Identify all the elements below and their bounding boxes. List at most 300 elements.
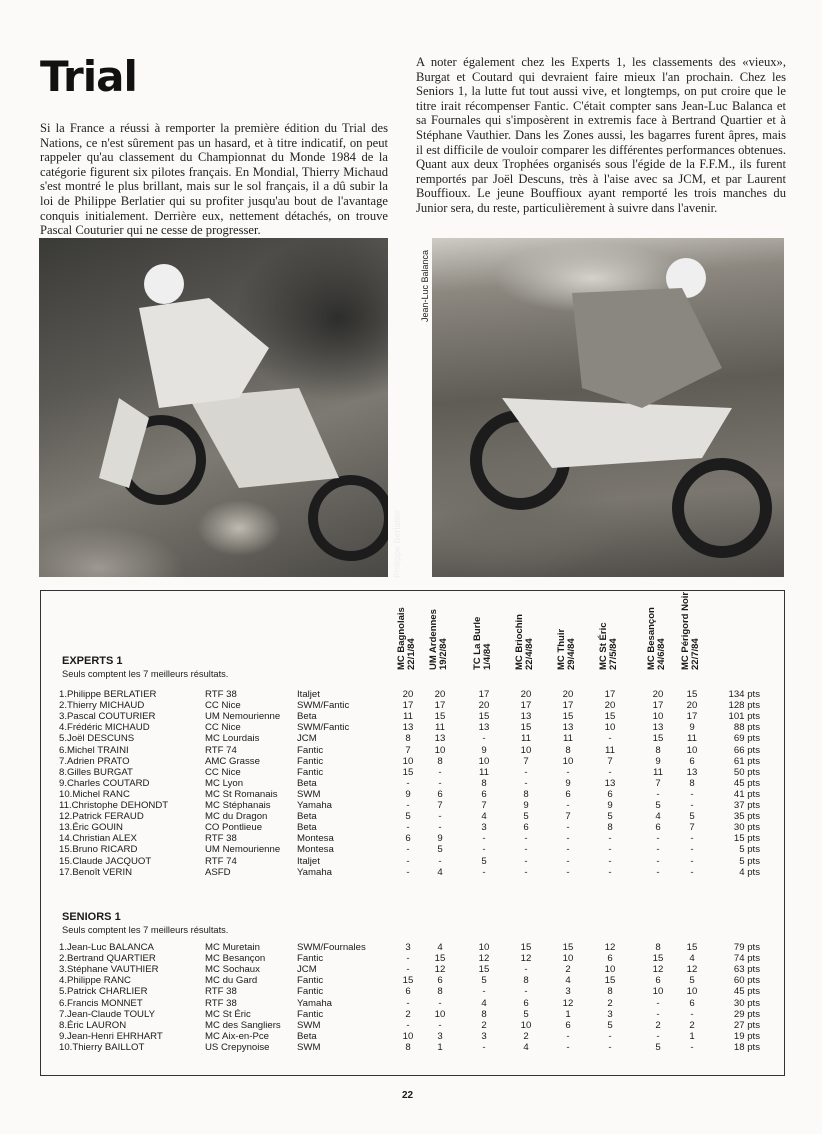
round-score: 6 <box>405 986 411 998</box>
round-score: 6 <box>437 975 443 987</box>
round-score: 20 <box>686 700 698 712</box>
intro-paragraph <box>40 121 388 238</box>
round-score: 10 <box>402 1030 414 1042</box>
table-row <box>41 811 784 822</box>
table-row <box>41 767 784 778</box>
round-score: 15 <box>434 953 446 965</box>
round-score: 17 <box>686 711 698 723</box>
round-score: - <box>406 800 410 811</box>
rider-name: 6.Michel TRAINI <box>59 744 129 756</box>
round-score: 20 <box>652 689 664 700</box>
round-score: 15 <box>478 964 490 976</box>
round-score: 6 <box>437 788 443 800</box>
round-score: - <box>482 833 486 845</box>
table-row <box>41 986 784 997</box>
round-score: 4 <box>437 942 443 953</box>
rider-motorcycle: SWM <box>297 788 321 800</box>
rider-motorcycle: Beta <box>297 711 317 723</box>
event-header <box>681 592 701 670</box>
round-score: 10 <box>686 986 698 998</box>
round-score: - <box>524 844 528 856</box>
rider-name: 15.Claude JACQUOT <box>59 855 152 867</box>
round-score: - <box>566 1030 570 1042</box>
right-column-paragraph: A noter également chez les Experts 1, les classements des «vieux», Burgat et Coutard qui devraient faire mieux l'an prochain. Chez les Seniors 1, la lutte fut tout aussi vive, et longtemps, on put croire que le titre irait récompenser Fantic. C'était compter sans Jean-Luc Balanca et sa Fournales qui s'imposèrent in extremis face à Bertrand Quartier et à Stéphane Vauthier. Dans les Zones aussi, les bagarres furent âpres, mais il est difficile de vouloir comparer les différentes performances obtenues. Quant aux deux Trophées organisés sous l'égide de la F.F.M., ils furent remportés par Joël Descuns, très à l'aise avec sa JCM, et par Laurent Bouffioux. Le jeune Bouffioux ayant remporté les trois manches du Junior sera, du reste, particulièrement à suivre dans l'avenir. <box>416 55 786 215</box>
event-date: 19/2/84 <box>438 638 449 670</box>
table-row <box>41 756 784 767</box>
round-score: 15 <box>402 766 414 778</box>
rider-motorcycle: Fantic <box>297 755 324 767</box>
total-points: 45 pts <box>733 986 760 998</box>
round-score: 7 <box>689 822 695 834</box>
round-score: - <box>608 844 612 856</box>
rider-motorcycle: Fantic <box>297 975 324 987</box>
rider-club: MC Muretain <box>205 942 260 953</box>
total-points: 29 pts <box>733 1008 760 1020</box>
round-score: 17 <box>562 700 574 712</box>
rider-name: 3.Stéphane VAUTHIER <box>59 964 159 976</box>
rider-club: RTF 74 <box>205 744 237 756</box>
table-row <box>41 975 784 986</box>
round-score: - <box>438 766 442 778</box>
rider-motorcycle: Montesa <box>297 833 334 845</box>
total-points: 128 pts <box>728 700 760 712</box>
round-score: 15 <box>434 711 446 723</box>
round-score: - <box>608 833 612 845</box>
total-points: 41 pts <box>733 788 760 800</box>
rider-name: 8.Gilles BURGAT <box>59 766 133 778</box>
rider-club: MC Stéphanais <box>205 800 271 811</box>
round-score: 4 <box>565 975 571 987</box>
rider-club: AMC Grasse <box>205 755 260 767</box>
event-date: 1/4/84 <box>482 643 493 670</box>
event-header <box>599 622 619 670</box>
round-score: 15 <box>652 953 664 965</box>
round-score: - <box>656 1030 660 1042</box>
round-score: 15 <box>686 689 698 700</box>
event-header <box>473 617 493 670</box>
rider-motorcycle: Montesa <box>297 844 334 856</box>
round-score: 3 <box>565 986 571 998</box>
rider-club: RTF 38 <box>205 689 237 700</box>
rider-name: 7.Jean-Claude TOULY <box>59 1008 155 1020</box>
round-score: 5 <box>437 844 443 856</box>
table-row <box>41 856 784 867</box>
rider-motorcycle: Fantic <box>297 986 324 998</box>
round-score: - <box>690 800 694 811</box>
photo-credit-left: Philippe Berlatier <box>392 509 402 578</box>
total-points: 50 pts <box>733 766 760 778</box>
round-score: - <box>406 777 410 789</box>
round-score: 9 <box>481 744 487 756</box>
total-points: 60 pts <box>733 975 760 987</box>
rider-club: MC du Dragon <box>205 811 268 823</box>
round-score: 1 <box>689 1030 695 1042</box>
round-score: 10 <box>402 755 414 767</box>
round-score: 11 <box>563 733 573 745</box>
round-score: - <box>608 766 612 778</box>
rider-name: 3.Pascal COUTURIER <box>59 711 156 723</box>
round-score: - <box>438 997 442 1009</box>
total-points: 74 pts <box>733 953 760 965</box>
rider-name: 1.Philippe BERLATIER <box>59 689 157 700</box>
round-score: - <box>406 997 410 1009</box>
round-score: 8 <box>655 942 661 953</box>
event-header <box>397 607 417 670</box>
rider-motorcycle: Yamaha <box>297 866 333 878</box>
round-score: 2 <box>481 1019 487 1031</box>
round-score: 1 <box>437 1041 443 1053</box>
round-score: 5 <box>655 1041 661 1053</box>
event-date: 22/1/84 <box>406 638 417 670</box>
round-score: - <box>656 833 660 845</box>
table-row <box>41 722 784 733</box>
rider-illustration-right <box>432 238 784 577</box>
round-score: 8 <box>523 788 529 800</box>
round-score: - <box>406 822 410 834</box>
round-score: 13 <box>562 722 574 734</box>
round-score: 5 <box>607 1019 613 1031</box>
round-score: 17 <box>652 700 664 712</box>
round-score: 20 <box>562 689 574 700</box>
round-score: - <box>656 844 660 856</box>
rider-club: RTF 38 <box>205 997 237 1009</box>
round-score: 10 <box>520 1019 532 1031</box>
total-points: 5 pts <box>739 844 760 856</box>
round-score: 10 <box>562 953 574 965</box>
total-points: 66 pts <box>733 744 760 756</box>
round-score: 9 <box>607 800 613 811</box>
round-score: 5 <box>481 975 487 987</box>
round-score: - <box>608 1030 612 1042</box>
round-score: 10 <box>478 942 490 953</box>
round-score: 12 <box>434 964 446 976</box>
round-score: 9 <box>565 777 571 789</box>
rider-club: US Crepynoise <box>205 1041 270 1053</box>
event-club: MC Périgord Noir <box>680 591 691 670</box>
table-row <box>41 1042 784 1053</box>
round-score: - <box>690 1008 694 1020</box>
results-table <box>40 590 785 1076</box>
rider-name: 17.Benoît VERIN <box>59 866 133 878</box>
round-score: 2 <box>607 997 613 1009</box>
round-score: - <box>438 1019 442 1031</box>
event-header <box>647 607 667 670</box>
total-points: 18 pts <box>733 1041 760 1053</box>
round-score: - <box>690 855 694 867</box>
round-score: - <box>608 733 612 745</box>
table-row <box>41 778 784 789</box>
round-score: 10 <box>652 986 664 998</box>
round-score: 13 <box>686 766 698 778</box>
rider-motorcycle: Yamaha <box>297 800 333 811</box>
round-score: 3 <box>481 1030 487 1042</box>
round-score: - <box>406 844 410 856</box>
round-score: 5 <box>405 811 411 823</box>
round-score: 8 <box>481 777 487 789</box>
event-club: MC Bagnolais <box>396 607 407 670</box>
round-score: 11 <box>687 733 697 745</box>
round-score: 17 <box>434 700 446 712</box>
round-score: 5 <box>523 811 529 823</box>
round-score: - <box>656 866 660 878</box>
round-score: - <box>566 844 570 856</box>
rider-name: 4.Philippe RANC <box>59 975 131 987</box>
round-score: 3 <box>481 822 487 834</box>
round-score: 15 <box>562 711 574 723</box>
rider-motorcycle: JCM <box>297 964 317 976</box>
rider-club: MC Lourdais <box>205 733 260 745</box>
round-score: 2 <box>565 964 571 976</box>
round-score: 12 <box>520 953 532 965</box>
round-score: 7 <box>607 755 613 767</box>
round-score: - <box>566 833 570 845</box>
rider-club: RTF 74 <box>205 855 237 867</box>
round-score: - <box>482 733 486 745</box>
round-score: 8 <box>481 1008 487 1020</box>
round-score: 5 <box>523 1008 529 1020</box>
round-score: 6 <box>607 788 613 800</box>
round-score: - <box>566 1041 570 1053</box>
round-score: 20 <box>434 689 446 700</box>
total-points: 19 pts <box>733 1030 760 1042</box>
table-row <box>41 942 784 953</box>
round-score: 13 <box>520 711 532 723</box>
total-points: 27 pts <box>733 1019 760 1031</box>
round-score: - <box>656 997 660 1009</box>
rider-name: 7.Adrien PRATO <box>59 755 130 767</box>
round-score: 20 <box>402 689 414 700</box>
round-score: - <box>438 811 442 823</box>
round-score: 8 <box>437 986 443 998</box>
round-score: - <box>524 964 528 976</box>
rider-name: 13.Éric GOUIN <box>59 822 123 834</box>
rider-club: ASFD <box>205 866 231 878</box>
round-score: 11 <box>403 711 413 723</box>
rider-motorcycle: Fantic <box>297 953 324 965</box>
event-header <box>429 609 449 670</box>
round-score: - <box>524 766 528 778</box>
round-score: 10 <box>562 755 574 767</box>
rider-motorcycle: Italjet <box>297 855 320 867</box>
round-score: 15 <box>402 975 414 987</box>
round-score: 11 <box>653 766 663 778</box>
round-score: 4 <box>523 1041 529 1053</box>
round-score: 6 <box>523 997 529 1009</box>
round-score: 10 <box>434 1008 446 1020</box>
rider-name: 11.Christophe DEHONDT <box>59 800 169 811</box>
round-score: - <box>566 766 570 778</box>
round-score: 10 <box>520 744 532 756</box>
total-points: 88 pts <box>733 722 760 734</box>
round-score: 15 <box>520 942 532 953</box>
round-score: 12 <box>686 964 698 976</box>
rider-name: 14.Christian ALEX <box>59 833 137 845</box>
round-score: - <box>406 964 410 976</box>
seniors-section-note: Seuls comptent les 7 meilleurs résultats. <box>62 925 229 935</box>
round-score: 20 <box>520 689 532 700</box>
round-score: 12 <box>478 953 490 965</box>
rider-motorcycle: Beta <box>297 777 317 789</box>
rider-name: 1.Jean-Luc BALANCA <box>59 942 154 953</box>
rider-club: MC Besançon <box>205 953 266 965</box>
table-row <box>41 745 784 756</box>
table-row <box>41 733 784 744</box>
rider-club: UM Nemourienne <box>205 711 281 723</box>
round-score: - <box>656 788 660 800</box>
round-score: 5 <box>689 811 695 823</box>
table-row <box>41 822 784 833</box>
round-score: 17 <box>520 700 532 712</box>
rider-club: CC Nice <box>205 766 241 778</box>
round-score: 7 <box>655 777 661 789</box>
rider-name: 10.Thierry BAILLOT <box>59 1041 145 1053</box>
rider-club: MC Sochaux <box>205 964 260 976</box>
round-score: 6 <box>405 833 411 845</box>
rider-club: MC des Sangliers <box>205 1019 281 1031</box>
round-score: - <box>690 844 694 856</box>
round-score: 8 <box>607 986 613 998</box>
rider-club: MC Aix-en-Pce <box>205 1030 269 1042</box>
round-score: 10 <box>652 711 664 723</box>
round-score: - <box>482 866 486 878</box>
round-score: 5 <box>607 811 613 823</box>
round-score: - <box>524 986 528 998</box>
round-score: - <box>438 855 442 867</box>
round-score: 17 <box>478 689 490 700</box>
round-score: 4 <box>655 811 661 823</box>
round-score: 2 <box>405 1008 411 1020</box>
table-row <box>41 700 784 711</box>
photo-berlatier <box>39 238 388 577</box>
round-score: 15 <box>652 733 664 745</box>
round-score: 8 <box>655 744 661 756</box>
rider-name: 15.Bruno RICARD <box>59 844 138 856</box>
round-score: - <box>524 777 528 789</box>
round-score: 3 <box>607 1008 613 1020</box>
total-points: 61 pts <box>733 755 760 767</box>
round-score: 4 <box>437 866 443 878</box>
round-score: 9 <box>437 833 443 845</box>
round-score: 10 <box>604 964 616 976</box>
round-score: - <box>406 866 410 878</box>
event-club: MC Besançon <box>646 607 657 670</box>
event-club: MC Briochin <box>514 614 525 670</box>
round-score: 11 <box>521 733 531 745</box>
rider-name: 4.Frédéric MICHAUD <box>59 722 150 734</box>
round-score: 6 <box>481 788 487 800</box>
round-score: 9 <box>405 788 411 800</box>
total-points: 63 pts <box>733 964 760 976</box>
rider-motorcycle: Fantic <box>297 766 324 778</box>
total-points: 15 pts <box>733 833 760 845</box>
rider-club: RTF 38 <box>205 986 237 998</box>
photo-balanca <box>432 238 784 577</box>
round-score: - <box>566 822 570 834</box>
total-points: 30 pts <box>733 997 760 1009</box>
round-score: 8 <box>405 733 411 745</box>
round-score: 11 <box>435 722 445 734</box>
round-score: 6 <box>523 822 529 834</box>
round-score: 15 <box>562 942 574 953</box>
table-row <box>41 1009 784 1020</box>
round-score: 6 <box>655 975 661 987</box>
round-score: 15 <box>604 975 616 987</box>
table-row <box>41 964 784 975</box>
rider-club: MC St Romanais <box>205 788 278 800</box>
round-score: 10 <box>686 744 698 756</box>
round-score: 20 <box>604 700 616 712</box>
rider-club: RTF 38 <box>205 833 237 845</box>
rider-motorcycle: JCM <box>297 733 317 745</box>
round-score: 12 <box>562 997 574 1009</box>
round-score: 6 <box>565 1019 571 1031</box>
round-score: - <box>690 1041 694 1053</box>
round-score: 9 <box>689 722 695 734</box>
round-score: 6 <box>565 788 571 800</box>
round-score: - <box>566 855 570 867</box>
total-points: 101 pts <box>728 711 760 723</box>
round-score: 9 <box>655 755 661 767</box>
table-row <box>41 689 784 700</box>
round-score: - <box>690 788 694 800</box>
round-score: 15 <box>478 711 490 723</box>
round-score: 10 <box>478 755 490 767</box>
round-score: - <box>406 855 410 867</box>
round-score: 10 <box>434 744 446 756</box>
table-row <box>41 1020 784 1031</box>
round-score: - <box>524 855 528 867</box>
round-score: 2 <box>523 1030 529 1042</box>
rider-name: 2.Thierry MICHAUD <box>59 700 145 712</box>
rider-name: 9.Charles COUTARD <box>59 777 150 789</box>
rider-motorcycle: Yamaha <box>297 997 333 1009</box>
rider-club: CO Pontlieue <box>205 822 263 834</box>
round-score: 12 <box>604 942 616 953</box>
total-points: 37 pts <box>733 800 760 811</box>
round-score: 5 <box>689 975 695 987</box>
event-date: 22/7/84 <box>690 638 701 670</box>
round-score: - <box>690 866 694 878</box>
rider-club: UM Nemourienne <box>205 844 281 856</box>
total-points: 45 pts <box>733 777 760 789</box>
rider-name: 5.Patrick CHARLIER <box>59 986 148 998</box>
experts-section-note: Seuls comptent les 7 meilleurs résultats. <box>62 669 229 679</box>
round-score: 13 <box>478 722 490 734</box>
round-score: 1 <box>565 1008 571 1020</box>
total-points: 69 pts <box>733 733 760 745</box>
rider-motorcycle: Fantic <box>297 1008 324 1020</box>
round-score: 13 <box>402 722 414 734</box>
round-score: - <box>482 1041 486 1053</box>
round-score: 5 <box>481 855 487 867</box>
round-score: - <box>438 777 442 789</box>
rider-club: MC du Gard <box>205 975 258 987</box>
event-date: 22/4/84 <box>524 638 535 670</box>
rider-motorcycle: Italjet <box>297 689 320 700</box>
round-score: - <box>406 1019 410 1031</box>
round-score: 7 <box>565 811 571 823</box>
round-score: 8 <box>607 822 613 834</box>
total-points: 134 pts <box>728 689 760 700</box>
round-score: - <box>608 866 612 878</box>
round-score: 3 <box>405 942 411 953</box>
round-score: 8 <box>565 744 571 756</box>
rider-name: 2.Bertrand QUARTIER <box>59 953 156 965</box>
seniors-section-title: SENIORS 1 <box>62 911 121 923</box>
rider-motorcycle: SWM <box>297 1019 321 1031</box>
round-score: - <box>438 822 442 834</box>
round-score: 4 <box>481 997 487 1009</box>
